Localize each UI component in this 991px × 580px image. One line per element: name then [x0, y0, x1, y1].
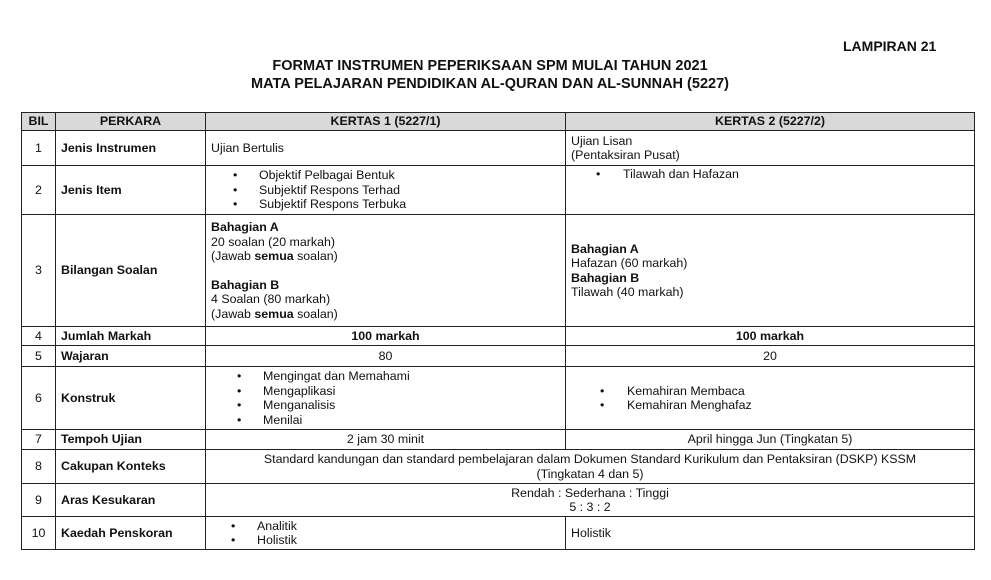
lampiran-label: LAMPIRAN 21: [843, 38, 937, 54]
row-perkara: Bilangan Soalan: [56, 215, 206, 327]
table-row: [22, 484, 975, 517]
table-row: [22, 327, 975, 346]
bullet-icon: •: [596, 167, 601, 181]
table-row: [22, 346, 975, 367]
row-perkara: Kaedah Penskoran: [56, 517, 206, 550]
kertas1-cell: [206, 131, 566, 166]
kertas1-cell: 100 markah: [206, 327, 566, 346]
cell-text: (Jawab semua soalan): [211, 249, 338, 263]
bullet-icon: •: [237, 398, 242, 412]
list-item: • Objektif Pelbagai Bentuk: [233, 168, 395, 183]
cell-text: 20 soalan (20 markah): [211, 234, 335, 249]
list-item: • Analitik: [231, 518, 297, 533]
header-kertas-1: KERTAS 1 (5227/1): [206, 113, 566, 131]
row-number: 7: [22, 430, 56, 450]
cell-text: Rendah : Sederhana : Tinggi: [511, 485, 669, 500]
bullet-list: [211, 168, 560, 212]
format-table: [21, 112, 975, 550]
list-item: • Holistik: [231, 533, 297, 547]
list-item: • Tilawah dan Hafazan: [596, 167, 739, 181]
kertas2-cell: [566, 131, 975, 166]
bullet-icon: •: [231, 518, 236, 533]
cell-text: Ujian Lisan: [571, 133, 633, 148]
table-row: [22, 215, 975, 327]
cell-text: 5 : 3 : 2: [569, 500, 611, 514]
kertas2-cell: [566, 166, 975, 215]
merged-cell: [206, 450, 975, 484]
table-row: [22, 166, 975, 215]
list-item: • Mengingat dan Memahami: [237, 369, 410, 383]
row-perkara: Aras Kesukaran: [56, 484, 206, 517]
header-perkara: PERKARA: [56, 113, 206, 131]
row-number: 2: [22, 166, 56, 215]
section-heading: Bahagian A: [571, 241, 639, 256]
row-number: 5: [22, 346, 56, 367]
row-perkara: Cakupan Konteks: [56, 450, 206, 484]
bullet-icon: •: [600, 398, 605, 412]
bullet-icon: •: [237, 369, 242, 383]
cell-text: Hafazan (60 markah): [571, 256, 688, 270]
bullet-list: [575, 384, 969, 413]
row-perkara: Jenis Instrumen: [56, 131, 206, 166]
cell-text: Tilawah (40 markah): [571, 285, 684, 299]
kertas2-cell: [566, 367, 975, 430]
table-row: [22, 450, 975, 484]
list-item: • Kemahiran Menghafaz: [600, 398, 752, 412]
bullet-list: [215, 369, 560, 427]
bullet-icon: •: [233, 197, 238, 212]
row-perkara: Jumlah Markah: [56, 327, 206, 346]
list-item: • Menganalisis: [237, 398, 336, 412]
list-item: • Subjektif Respons Terhad: [233, 182, 400, 197]
cell-text: (Pentaksiran Pusat): [571, 148, 680, 162]
table-header-row: [22, 113, 975, 131]
table-row: [22, 131, 975, 166]
kertas2-cell: [566, 215, 975, 327]
section-heading: Bahagian A: [211, 220, 279, 234]
kertas2-cell: April hingga Jun (Tingkatan 5): [566, 430, 975, 450]
section-heading: Bahagian B: [571, 270, 640, 285]
kertas1-cell: [206, 367, 566, 430]
kertas1-cell: [206, 517, 566, 550]
row-perkara: Konstruk: [56, 367, 206, 430]
cell-text: Standard kandungan dan standard pembelajaran dalam Dokumen Standard Kurikulum dan Pentaksiran (DSKP) KSSM: [263, 452, 917, 466]
list-item: • Subjektif Respons Terbuka: [233, 197, 407, 212]
bullet-icon: •: [233, 168, 238, 183]
bullet-list: [209, 519, 560, 548]
table-row: [22, 430, 975, 450]
list-item: • Kemahiran Membaca: [600, 383, 745, 398]
kertas1-cell: [206, 215, 566, 327]
cell-text: (Tingkatan 4 dan 5): [536, 466, 644, 481]
row-number: 1: [22, 131, 56, 166]
kertas1-cell: [206, 166, 566, 215]
kertas1-cell: 2 jam 30 minit: [206, 430, 566, 450]
kertas2-cell: Holistik: [566, 517, 975, 550]
header-kertas-2: KERTAS 2 (5227/2): [566, 113, 975, 131]
bullet-list: [571, 167, 969, 182]
document-subtitle: MATA PELAJARAN PENDIDIKAN AL-QURAN DAN AL-SUNNAH (5227): [251, 76, 729, 92]
list-item: • Menilai: [237, 412, 303, 427]
row-number: 3: [22, 215, 56, 327]
merged-cell: [206, 484, 975, 517]
bullet-icon: •: [237, 383, 242, 398]
row-number: 4: [22, 327, 56, 346]
row-perkara: Jenis Item: [56, 166, 206, 215]
list-item: • Mengaplikasi: [237, 383, 336, 398]
row-number: 10: [22, 517, 56, 550]
section-heading: Bahagian B: [211, 277, 280, 292]
bullet-icon: •: [233, 182, 238, 197]
header-bil: BIL: [22, 113, 56, 131]
row-number: 8: [22, 450, 56, 484]
row-perkara: Tempoh Ujian: [56, 430, 206, 450]
bullet-icon: •: [600, 383, 605, 398]
document-title: FORMAT INSTRUMEN PEPERIKSAAN SPM MULAI TAHUN 2021: [272, 58, 708, 74]
row-perkara: Wajaran: [56, 346, 206, 367]
table-row: [22, 367, 975, 430]
kertas2-cell: 20: [566, 346, 975, 367]
cell-text: 4 Soalan (80 markah): [211, 292, 331, 306]
cell-text: Ujian Bertulis: [211, 140, 284, 155]
cell-text: (Jawab semua soalan): [211, 306, 338, 321]
row-number: 9: [22, 484, 56, 517]
row-number: 6: [22, 367, 56, 430]
bullet-icon: •: [237, 412, 242, 427]
kertas2-cell: 100 markah: [566, 327, 975, 346]
kertas1-cell: 80: [206, 346, 566, 367]
table-row: [22, 517, 975, 550]
bullet-icon: •: [231, 533, 236, 547]
